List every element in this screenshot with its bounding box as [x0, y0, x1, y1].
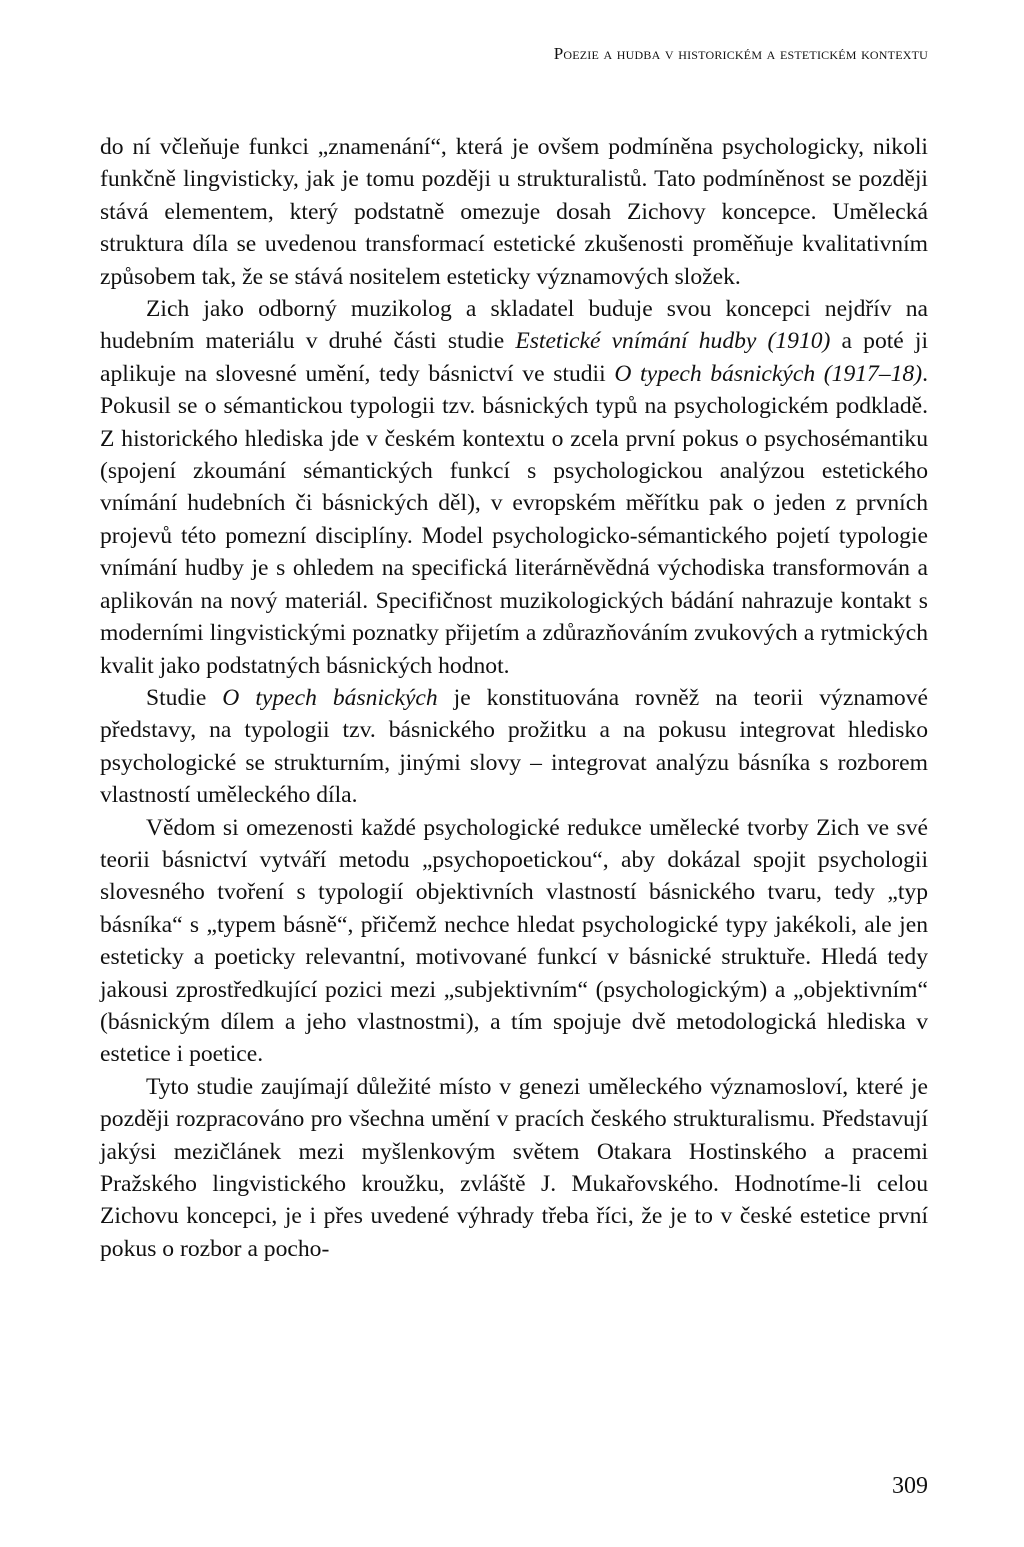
paragraph: [100, 131, 928, 293]
paragraph: [100, 812, 928, 1071]
text-segment: Studie: [146, 684, 223, 711]
paragraph: [100, 1071, 928, 1265]
running-header: Poezie a hudba v historickém a estetickém kontextu: [553, 44, 928, 63]
text-segment: a poté ji aplikuje na slovesné umění, tedy básnictví ve studii: [100, 328, 928, 387]
italic-title: O typech básnických (1917–18): [614, 360, 923, 387]
text-segment: Vědom si omezenosti každé psychologické redukce umělecké tvorby Zich ve své teorii básnictví vytváří metodu „psychopoetickou“, aby dokázal spojit psychologii slovesného tvoření s typologií objektivních vlastností básnického tvaru, tedy „typ básníka“ s „typem básně“, přičemž nechce hledat psychologické typy jakékoli, ale jen esteticky a poeticky relevantní, motivované funkcí v básnické struktuře. Hledá tedy jakousi zprostředkující pozici mezi „subjektivním“ (psychologickým) a „objektivním“ (básnickým dílem a jeho vlastnostmi), a tím spojuje dvě metodologická hlediska v estetice i poetice.: [100, 814, 928, 1068]
paragraph: [100, 293, 928, 682]
text-segment: Zich jako odborný muzikolog a skladatel buduje svou koncepci nejdřív na hudebním materiálu v druhé části studie: [100, 296, 928, 355]
italic-title: Estetické vnímání hudby (1910): [515, 328, 831, 355]
text-segment: do ní včleňuje funkci „znamenání“, která je ovšem podmíněna psychologicky, nikoli funkčně lingvisticky, jak je tomu později u strukturalistů. Tato podmíněnost se později stává elementem, který podstatně omezuje dosah Zichovy koncepce. Umělecká struktura díla se uvedenou transformací estetické zkušenosti proměňuje kvalitativním způsobem tak, že se stává nositelem esteticky významových složek.: [100, 134, 928, 290]
text-segment: . Pokusil se o sémantickou typologii tzv. básnických typů na psychologickém podkladě. Z historického hlediska jde v českém kontextu o zcela první pokus o psychosémantiku (spojení zkoumání sémantických funkcí s psychologickou analýzou estetického vnímání hudebních či básnických děl), v evropském měřítku pak o jeden z prvních projevů této pomezní disciplíny. Model psychologicko-sémantického pojetí typologie vnímání hudby je s ohledem na specifická literárněvědná východiska transformován a aplikován na nový materiál. Specifičnost muzikologických bádání nahrazuje kontakt s moderními lingvistickými poznatky přijetím a zdůrazňováním zvukových a rytmických kvalit jako podstatných básnických hodnot.: [100, 360, 928, 679]
page-number: 309: [892, 1473, 928, 1499]
body-text: [100, 131, 928, 1265]
text-segment: Tyto studie zaujímají důležité místo v genezi uměleckého významosloví, které je později rozpracováno pro všechna umění v pracích českého strukturalismu. Představují jakýsi mezičlánek mezi myšlenkovým světem Otakara Hostinského a pracemi Pražského lingvistického kroužku, zvláště J. Mukařovského. Hodnotíme-li celou Zichovu koncepci, je i přes uvedené výhrady třeba říci, že je to v české estetice první pokus o rozbor a pocho-: [100, 1073, 928, 1262]
italic-title: O typech básnických: [222, 684, 438, 711]
paragraph: [100, 682, 928, 812]
text-segment: je konstituována rovněž na teorii významové představy, na typologii tzv. básnického prožitku a na pokusu integrovat hledisko psychologické se strukturním, jinými slovy – integrovat analýzu básníka s rozborem vlastností uměleckého díla.: [100, 684, 928, 809]
